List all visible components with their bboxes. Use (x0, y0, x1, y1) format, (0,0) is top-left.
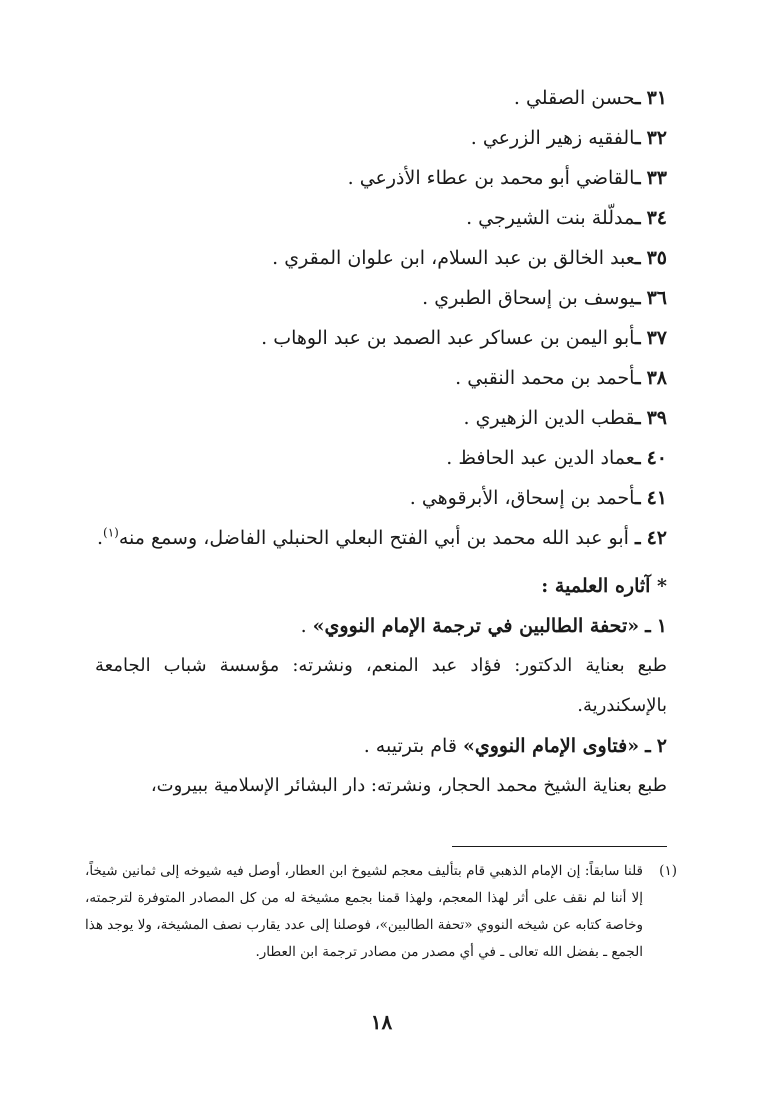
work-title-text: «فتاوى الإمام النووي» (462, 735, 640, 757)
item-end: . (513, 87, 526, 109)
item-dash: ـ (634, 247, 641, 269)
work-title-after: . (300, 615, 313, 637)
item-dash: ـ (634, 407, 641, 429)
item-number: ٣٢ (646, 127, 667, 149)
work-title-2 (95, 726, 667, 766)
work-title-1 (95, 606, 667, 646)
item-number: ٤٢ (646, 527, 667, 549)
work-description-2: طبع بعناية الشيخ محمد الحجار، ونشرته: دار البشائر الإسلامية ببيروت، (150, 775, 667, 796)
list-item (95, 478, 667, 518)
item-end: . (446, 447, 459, 469)
list-item-42 (95, 518, 667, 558)
list-item (95, 198, 667, 238)
item-dash: ـ (634, 87, 641, 109)
item-end: . (422, 287, 435, 309)
list-item (95, 78, 667, 118)
item-end: . (466, 207, 479, 229)
item-number: ٣٩ (646, 407, 667, 429)
item-dash: ـ (634, 367, 641, 389)
item-number: ٣١ (646, 87, 667, 109)
item-text: عبد الخالق بن عبد السلام، ابن علوان المقري (284, 247, 635, 269)
list-item (95, 238, 667, 278)
footnote-text: قلنا سابقاً: إن الإمام الذهبي قام بتأليف معجم لشيوخ ابن العطار، أوصل فيه شيوخه إلى ثمانين شيخاً، إلا أننا لم نقف على أثر لهذا المعجم، ولهذا قمنا بجمع مشيخة له من كل المصادر المتوفرة لترجمته، وخاصة كتابه عن شيخه النووي «تحفة الطالبين»، فوصلنا إلى عدد يقارب نصف المشيخة، ولا يوجد هذا الجمع ـ بفضل الله تعالى ـ في أي مصدر من مصادر ترجمة ابن العطار. (85, 863, 643, 960)
work-title-text: «تحفة الطالبين في ترجمة الإمام النووي» (312, 615, 640, 637)
list-item (95, 158, 667, 198)
item-dash: ـ (634, 287, 641, 309)
footnote-reference[interactable]: (١) (103, 525, 119, 540)
item-number: ٤٠ (646, 447, 667, 469)
list-item (95, 278, 667, 318)
list-item (95, 118, 667, 158)
item-end: . (347, 167, 360, 189)
work-description-1: طبع بعناية الدكتور: فؤاد عبد المنعم، ونشرته: مؤسسة شباب الجامعة بالإسكندرية. (95, 655, 667, 716)
item-end: . (409, 487, 422, 509)
footnote (85, 858, 677, 966)
item-dash: ـ (634, 487, 641, 509)
work-dash: ـ (645, 615, 651, 637)
item-end: . (455, 367, 468, 389)
item-dash: ـ (634, 327, 641, 349)
item-dash: ـ (634, 527, 641, 549)
item-dash: ـ (634, 127, 641, 149)
item-text: مدلّلة بنت الشيرجي (478, 207, 635, 229)
item-text: عماد الدين عبد الحافظ (458, 447, 635, 469)
list-item (95, 438, 667, 478)
footnote-mark: (١) (659, 863, 677, 879)
item-end: . (272, 247, 285, 269)
section-heading: * آثاره العلمية : (541, 575, 667, 597)
item-number: ٤١ (646, 487, 667, 509)
item-text: أحمد بن إسحاق، الأبرقوهي (421, 487, 635, 509)
work-number: ٢ (656, 735, 667, 757)
item-dash: ـ (634, 167, 641, 189)
item-number: ٣٤ (646, 207, 667, 229)
teachers-list (95, 78, 667, 518)
list-item (95, 358, 667, 398)
item-dash: ـ (634, 447, 641, 469)
item-end: . (463, 407, 476, 429)
item-end: . (261, 327, 274, 349)
item-number: ٣٥ (646, 247, 667, 269)
item-text: يوسف بن إسحاق الطبري (434, 287, 635, 309)
item-text: أبو عبد الله محمد بن أبي الفتح البعلي الحنبلي الفاضل، وسمع منه (118, 527, 629, 549)
list-item (95, 398, 667, 438)
page-number: ١٨ (370, 1010, 393, 1034)
item-number: ٣٨ (646, 367, 667, 389)
work-title-after: قام بترتيبه . (363, 735, 463, 757)
list-item (95, 318, 667, 358)
item-end: . (96, 527, 103, 549)
item-number: ٣٣ (646, 167, 667, 189)
item-number: ٣٧ (646, 327, 667, 349)
item-text: قطب الدين الزهيري (475, 407, 635, 429)
item-text: أبو اليمن بن عساكر عبد الصمد بن عبد الوهاب (273, 327, 635, 349)
item-text: الفقيه زهير الزرعي (482, 127, 635, 149)
item-end: . (470, 127, 483, 149)
work-number: ١ (656, 615, 667, 637)
item-text: أحمد بن محمد النقبي (467, 367, 635, 389)
item-text: حسن الصقلي (525, 87, 635, 109)
item-number: ٣٦ (646, 287, 667, 309)
item-dash: ـ (634, 207, 641, 229)
footnote-divider (452, 846, 667, 847)
work-dash: ـ (645, 735, 651, 757)
item-text: القاضي أبو محمد بن عطاء الأذرعي (359, 167, 635, 189)
main-text (95, 78, 667, 806)
